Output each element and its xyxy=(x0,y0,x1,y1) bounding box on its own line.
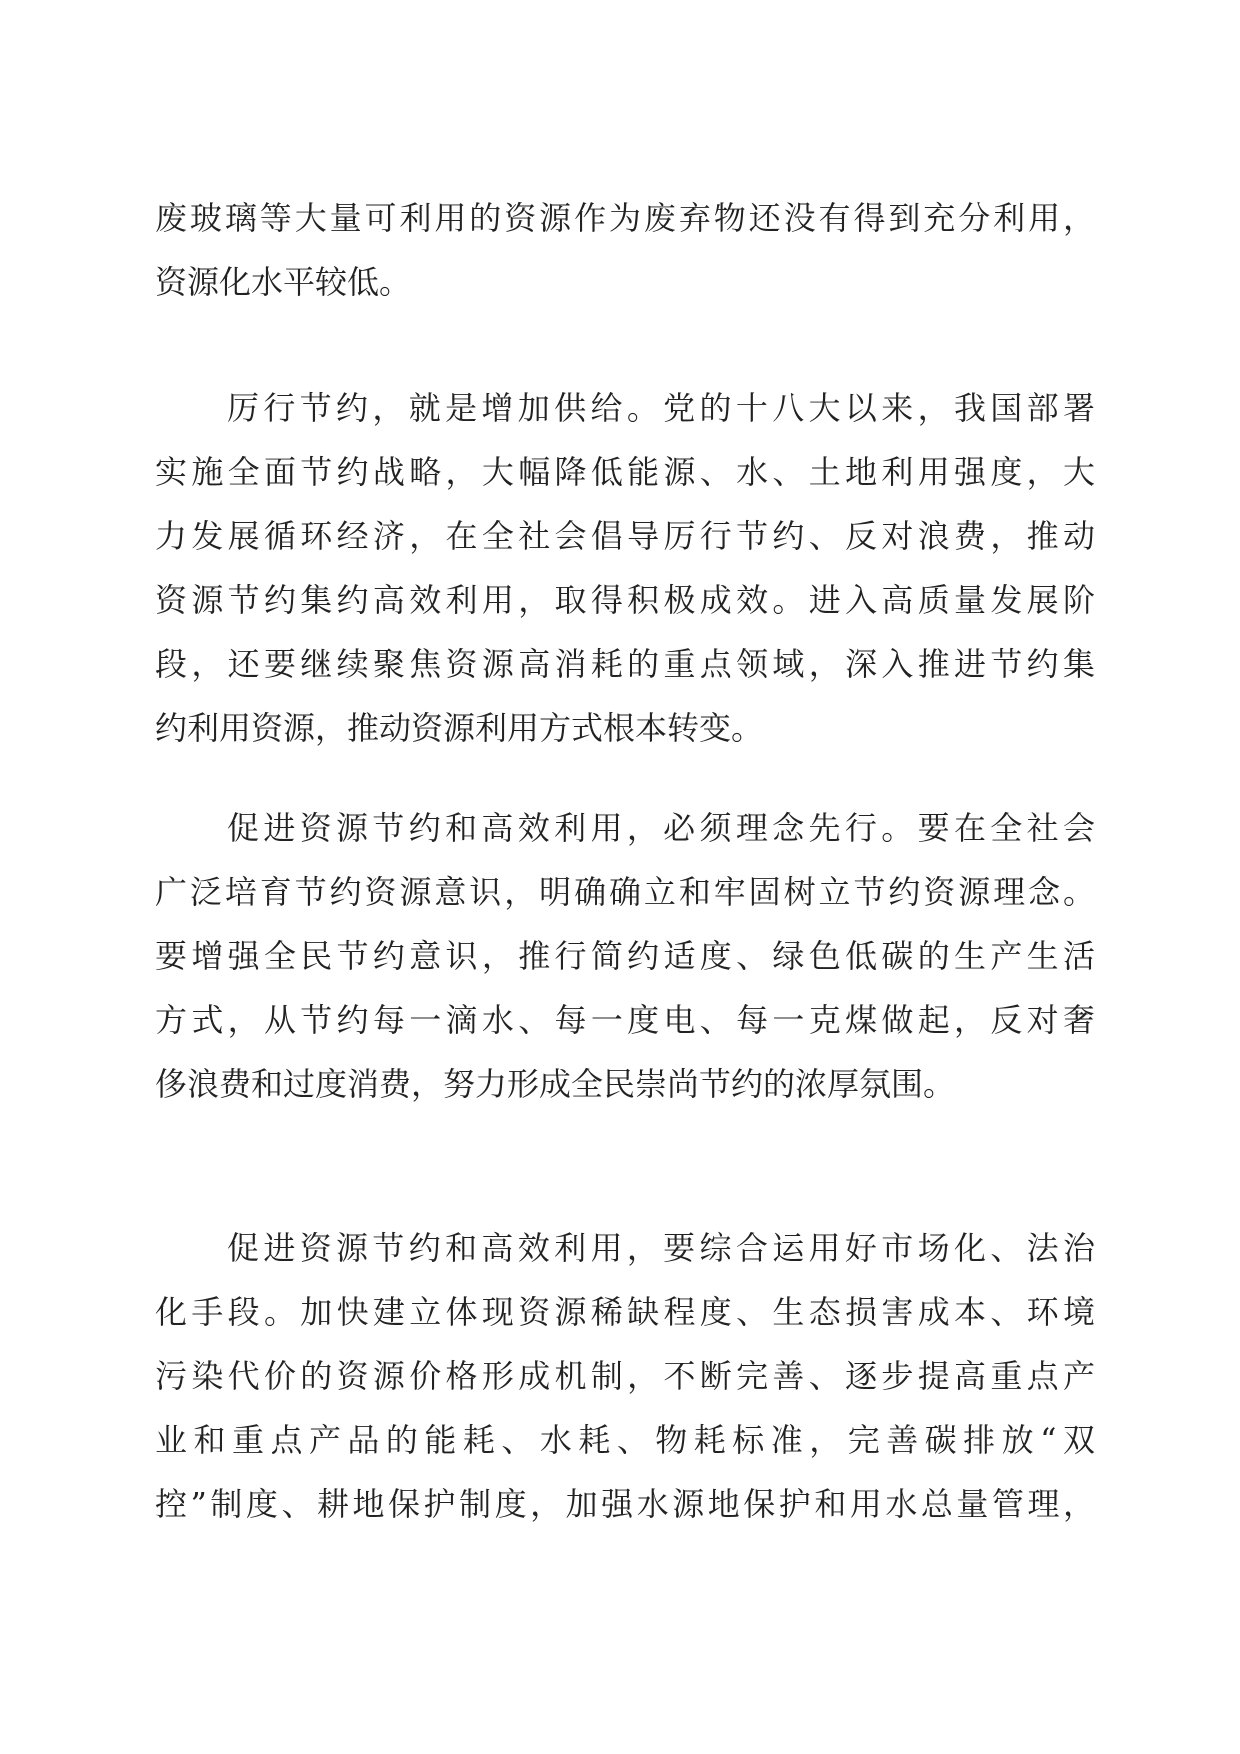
paragraph-line: 段，还要继续聚焦资源高消耗的重点领域，深入推进节约集 xyxy=(155,645,1095,683)
paragraph-line: 约利用资源，推动资源利用方式根本转变。 xyxy=(155,709,764,747)
paragraph-line: 资源节约集约高效利用，取得积极成效。进入高质量发展阶 xyxy=(155,581,1095,619)
paragraph-3 xyxy=(155,796,1095,1116)
paragraph-line: 促进资源节约和高效利用，必须理念先行。要在全社会 xyxy=(227,809,1095,847)
paragraph-line: 厉行节约，就是增加供给。党的十八大以来，我国部署 xyxy=(227,389,1095,427)
paragraph-line: 废玻璃等大量可利用的资源作为废弃物还没有得到充分利用， xyxy=(155,199,1095,237)
paragraph-line: 业和重点产品的能耗、水耗、物耗标准，完善碳排放“双 xyxy=(155,1421,1095,1459)
paragraph-line: 化手段。加快建立体现资源稀缺程度、生态损害成本、环境 xyxy=(155,1293,1095,1331)
paragraph-line: 控”制度、耕地保护制度，加强水源地保护和用水总量管理， xyxy=(155,1485,1095,1523)
paragraph-line: 力发展循环经济，在全社会倡导厉行节约、反对浪费，推动 xyxy=(155,517,1095,555)
paragraph-line: 广泛培育节约资源意识，明确确立和牢固树立节约资源理念。 xyxy=(155,873,1095,911)
paragraph-line: 侈浪费和过度消费，努力形成全民崇尚节约的浓厚氛围。 xyxy=(155,1065,956,1103)
paragraph-2 xyxy=(155,376,1095,760)
paragraph-line: 污染代价的资源价格形成机制，不断完善、逐步提高重点产 xyxy=(155,1357,1095,1395)
paragraph-line: 促进资源节约和高效利用，要综合运用好市场化、法治 xyxy=(227,1229,1095,1267)
paragraph-line: 要增强全民节约意识，推行简约适度、绿色低碳的生产生活 xyxy=(155,937,1095,975)
paragraph-4 xyxy=(155,1216,1095,1536)
paragraph-line: 实施全面节约战略，大幅降低能源、水、土地利用强度，大 xyxy=(155,453,1095,491)
paragraph-line: 方式，从节约每一滴水、每一度电、每一克煤做起，反对奢 xyxy=(155,1001,1095,1039)
paragraph-1 xyxy=(155,186,1095,314)
paragraph-line: 资源化水平较低。 xyxy=(155,263,412,301)
